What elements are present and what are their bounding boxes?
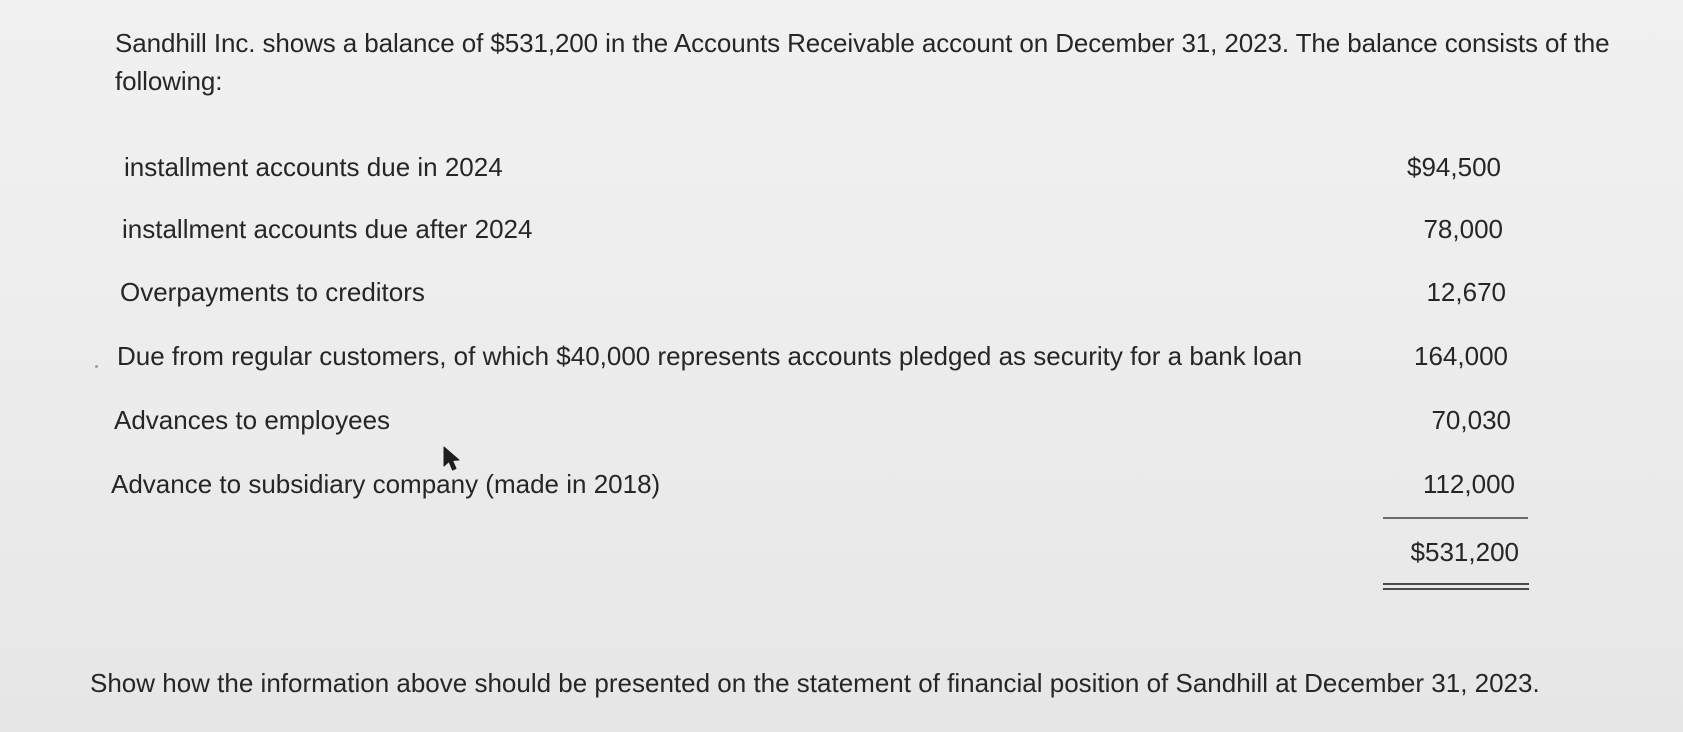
subtotal-rule — [1383, 517, 1528, 519]
item-label: installment accounts due after 2024 — [122, 214, 533, 244]
item-amount: 70,030 — [1431, 405, 1511, 435]
item-label: Overpayments to creditors — [120, 277, 425, 307]
list-item — [0, 214, 1683, 254]
item-amount: 112,000 — [1422, 469, 1515, 499]
intro-paragraph: Sandhill Inc. shows a balance of $531,200 in the Accounts Receivable account on December 31, 2023. The balance consists of the following: — [115, 28, 1610, 96]
item-label: Advances to employees — [114, 405, 391, 435]
total-amount: $531,200 — [1410, 537, 1519, 567]
item-amount: 12,670 — [1426, 277, 1506, 307]
list-item — [0, 405, 1683, 445]
item-amount: $94,500 — [1407, 152, 1501, 182]
item-label: Due from regular customers, of which $40,000 represents accounts pledged as security for a bank loan — [117, 341, 1303, 371]
item-amount: 164,000 — [1414, 341, 1508, 371]
list-item — [0, 469, 1683, 509]
total-row — [0, 537, 1683, 577]
total-double-rule — [1383, 583, 1529, 590]
item-amount: 78,000 — [1423, 214, 1503, 244]
mouse-pointer-icon — [442, 446, 464, 472]
item-label: installment accounts due in 2024 — [124, 152, 503, 182]
list-item — [0, 277, 1683, 317]
item-label: Advance to subsidiary company (made in 2018) — [111, 469, 661, 499]
list-item — [0, 152, 1683, 192]
list-item — [0, 341, 1683, 381]
question-text: Show how the information above should be presented on the statement of financial position of Sandhill at December 31, 2023. — [90, 668, 1540, 698]
